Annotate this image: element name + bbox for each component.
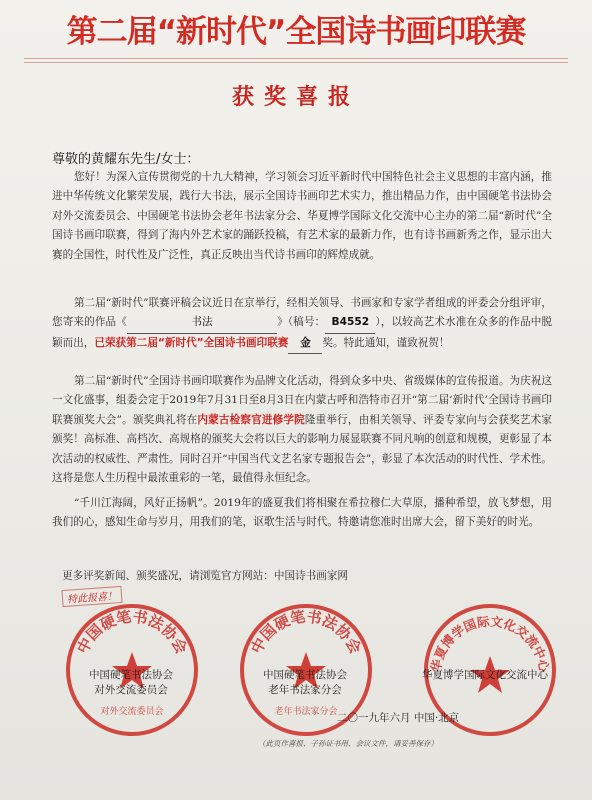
seal-3-ring-text: 华夏博学国际文化交流中心 [427,613,553,674]
title-divider [24,58,568,59]
page-subtitle: 获奖喜报 [231,84,360,110]
seal-1-ring-text: 中国硬笔书法协会 [73,607,191,657]
org-1-line-1: 中国硬笔书法协会 [89,669,173,681]
svg-text:中国硬笔书法协会 [247,608,364,657]
paragraph-invitation: “千川江海阔，风好正扬帆”。2019年的盛夏我们将相聚在希拉穆仁大草原，播种希望，放飞梦想，用我们的心，感知生命与岁月，用我们的笔，讴歌生活与时代。特邀请您准时出席大会，留下美好的时光。 [52,497,552,529]
award-text-part-a: 第二届“新时代”联赛评稿会议近日在京举行，经相关领导、书画家和专家学者组成的评委会分组评审，您寄来的作品《 [52,297,552,329]
org-1-line-2: 对外交流委员会 [94,684,168,696]
org-2-line-1: 中国硬笔书法协会 [263,669,347,681]
seal-2-ring-text: 中国硬笔书法协会 [247,607,365,657]
org-3-line-1: 华夏博学国际文化交流中心 [422,669,548,681]
paragraph-ceremony [52,372,552,488]
org-2-line-2: 老年书法家分会 [268,684,342,696]
work-title-field: 书法 [127,313,277,333]
signature-org-3 [400,668,570,683]
award-text-part-c: ），以较高艺术水准在众多的作品中脱颖而出， [52,316,553,349]
seal-2-bottom-text: 老年书法家分会 [274,707,338,717]
issue-date: 二〇一九年六月 中国·北京 [337,712,460,724]
award-text-part-d: 奖。特此通知，谨致祝贺！ [322,336,450,349]
ceremony-text-part-a: 第二届“新时代”全国诗书画印联赛作为品牌文化活动，得到众多中央、省级媒体的宣传报道。为庆祝这一文化盛事，组委会定于2019年7月31日至8月3日在内蒙古呼和浩特市召开“第二届‘新时代’全国诗书画印联赛颁奖大会”。颁奖典礼将在 [52,375,552,426]
work-code-field: B4552 [325,313,375,333]
signature-org-2 [250,668,360,698]
venue-highlight: 内蒙古检察官进修学院 [197,413,305,426]
paragraph-intro: 您好！为深入宣传贯彻党的十九大精神，学习领会习近平新时代中国特色社会主义思想的丰富内涵，推进中华传统文化繁荣发展，践行大书法，展示全国诗书画印艺术实力，推出精品力作，由中国硬笔书法协会对外交流委员会、中国硬笔书法协会老年书法家分会、华夏博学国际文化交流中心主办的第二届“新时代”全国诗书画印联赛，得到了海内外艺术家的踊跃投稿，有艺术家的最新力作，也有诗书画新秀之作，显示出大赛的全国性，时代性及广泛性，真正反映出当代诗书画印的辉煌成就。 [52,171,552,261]
award-level-field: 金 [288,334,322,354]
salutation: 尊敬的黄耀东先生/女士： [52,152,200,167]
special-announcement: 特此报喜！ [61,586,122,607]
title-divider-inner [24,62,568,63]
website-note: 更多评奖新闻、颁奖盛况，请浏览官方网站：中国诗书画家网 [62,570,349,582]
signature-org-1 [76,668,186,698]
page-title: 第二届“新时代”全国诗书画印联赛 [66,14,526,50]
footnote: （此页作喜报、子孙证书用、会议文件，请妥善保存） [258,739,438,748]
award-highlight: 已荣获第二届“新时代”全国诗书画印联赛 [94,336,289,349]
ceremony-text-part-b: 隆重举行，由相关领导、评委专家向与会获奖艺术家颁奖！高标准、高档次、高规格的颁奖大会将以巨大的影响力展显联赛不同凡响的创意和规模，更彰显了本次活动的权威性、严肃性。同时召开“中国当代文艺名家专题报告会”，彰显了本次活动的时代性、学术性。这将是您人生历程中最浓重彩的一笔，最值得永恒纪念。 [52,413,553,485]
paragraph-award [52,294,552,354]
award-text-part-b: 》（稿号： [276,316,326,329]
svg-text:中国硬笔书法协会 [73,608,190,657]
seal-1-bottom-text: 对外交流委员会 [100,707,164,717]
